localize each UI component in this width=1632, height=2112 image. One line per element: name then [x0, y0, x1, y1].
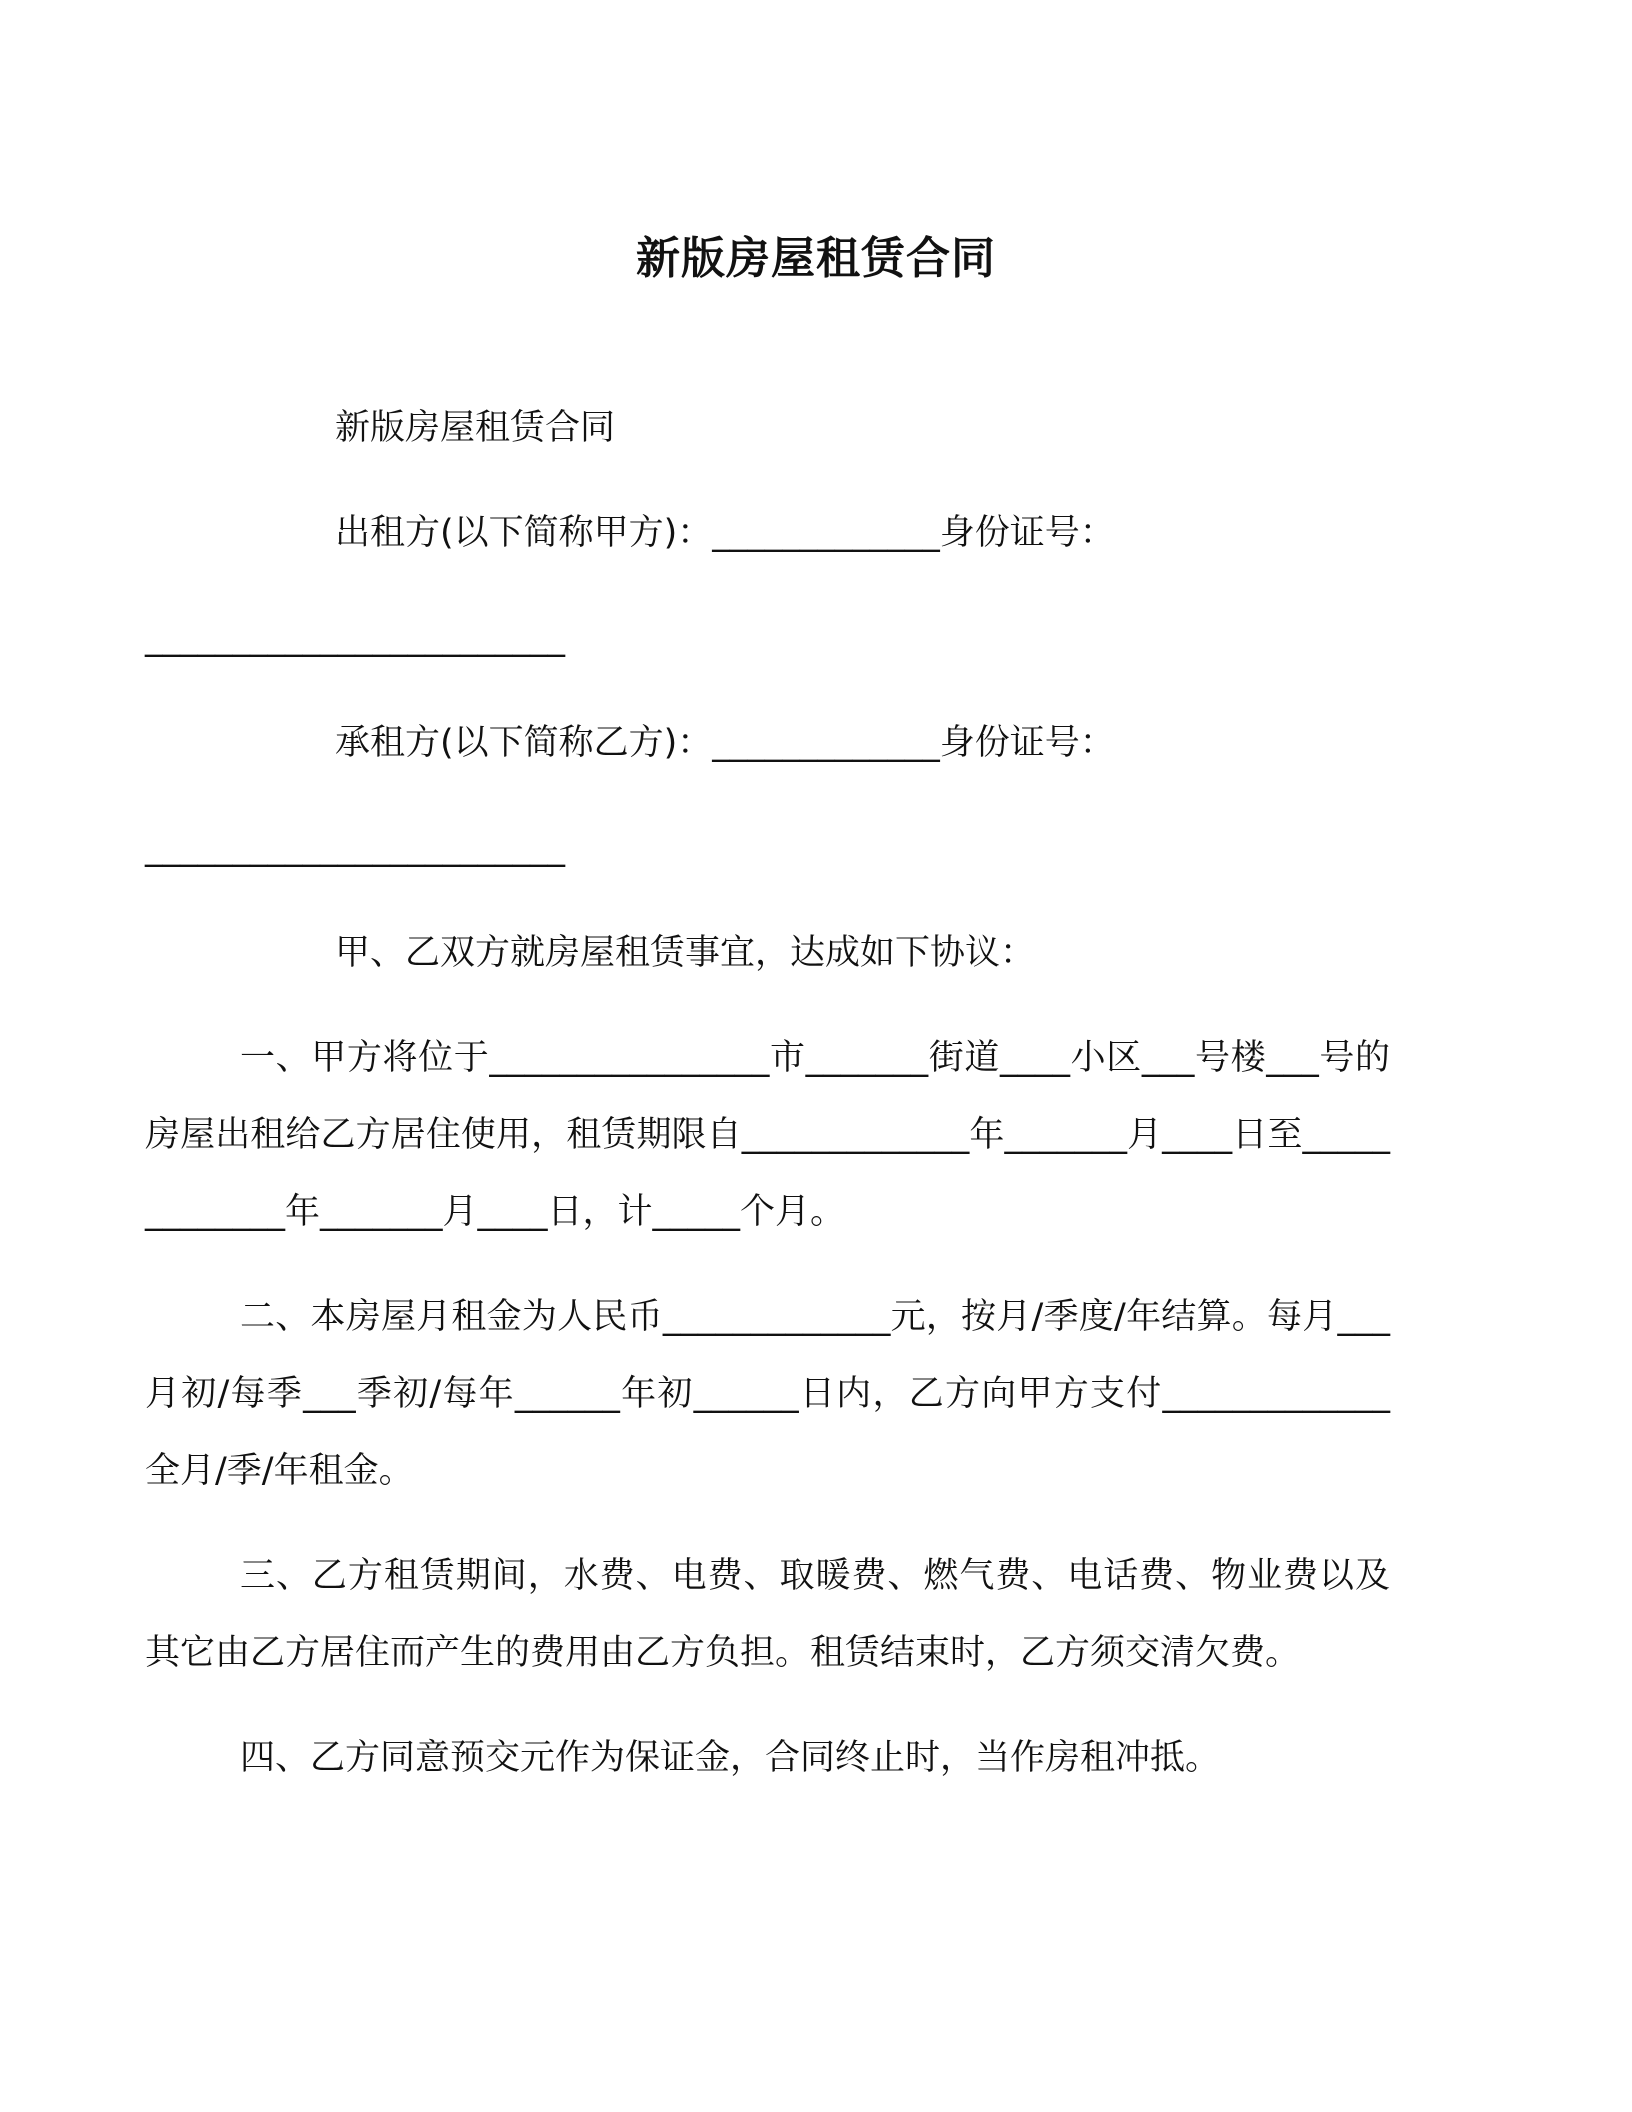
subtitle-paragraph: 新版房屋租赁合同 — [335, 408, 616, 448]
lessee-paragraph: 承租方(以下简称乙方)：_____________身份证号： — [335, 723, 1115, 763]
clause-3-paragraph: 三、乙方租赁期间，水费、电费、取暖费、燃气费、电话费、物业费以及其它由乙方居住而产生的费用由乙方负担。租赁结束时，乙方须交清欠费。 — [145, 1556, 1390, 1673]
document-body — [145, 390, 1390, 1825]
agreement-intro-paragraph: 甲、乙双方就房屋租赁事宜，达成如下协议： — [335, 933, 1036, 973]
clause-1-paragraph: 一、甲方将位于________________市_______街道____小区___号楼___号的房屋出租给乙方居住使用，租赁期限自_____________年_______月____日至_____________年_______月____日，计_____个月。 — [145, 1038, 1390, 1232]
lessor-paragraph: 出租方(以下简称甲方)：_____________身份证号： — [335, 513, 1115, 553]
lessor-id-blank: ________________________ — [145, 618, 565, 658]
clause-4-paragraph: 四、乙方同意预交元作为保证金，合同终止时，当作房租冲抵。 — [240, 1738, 1221, 1778]
clause-2-paragraph: 二、本房屋月租金为人民币_____________元，按月/季度/年结算。每月___月初/每季___季初/每年______年初______日内，乙方向甲方支付_____________全月/季/年租金。 — [145, 1297, 1390, 1491]
lessee-id-blank: ________________________ — [145, 828, 565, 868]
document-title: 新版房屋租赁合同 — [636, 233, 996, 284]
